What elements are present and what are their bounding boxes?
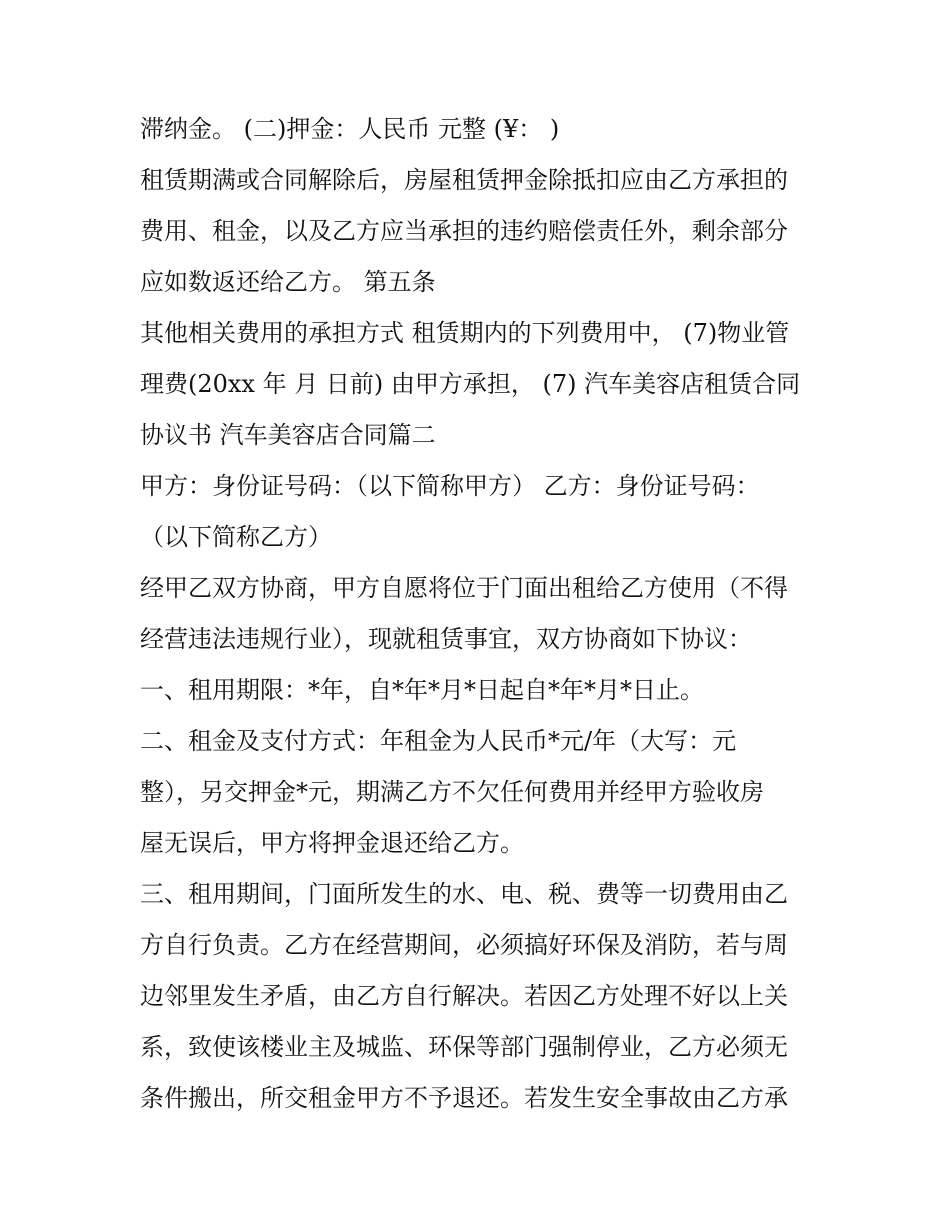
text-line: 应如数返还给乙方。 第五条 bbox=[140, 268, 436, 296]
text-line: 租赁期满或合同解除后，房屋租赁押金除抵扣应由乙方承担的 bbox=[140, 166, 788, 194]
text-line: 经营违法违规行业），现就租赁事宜，双方协商如下协议： bbox=[140, 625, 752, 653]
text-line: 滞纳金。 (二)押金：人民币 元整 (¥： ) bbox=[140, 115, 560, 143]
text-line: （以下简称乙方） bbox=[140, 523, 332, 551]
text-line: 边邻里发生矛盾，由乙方自行解决。若因乙方处理不好以上关 bbox=[140, 982, 788, 1010]
text-line: 系，致使该楼业主及城监、环保等部门强制停业，乙方必须无 bbox=[140, 1033, 788, 1061]
text-line: 协议书 汽车美容店合同篇二 bbox=[140, 421, 436, 449]
text-line: 一、租用期限：*年，自*年*月*日起自*年*月*日止。 bbox=[140, 676, 704, 704]
document-body bbox=[140, 104, 830, 1124]
text-line: 经甲乙双方协商，甲方自愿将位于门面出租给乙方使用（不得 bbox=[140, 574, 788, 602]
text-line: 理费(20xx 年 月 日前) 由甲方承担， (7) 汽车美容店租赁合同 bbox=[140, 370, 801, 398]
text-line: 屋无误后，甲方将押金退还给乙方。 bbox=[140, 829, 524, 857]
text-line: 二、租金及支付方式：年租金为人民币*元/年（大写：元 bbox=[140, 727, 737, 755]
text-line: 甲方：身份证号码：（以下简称甲方） 乙方：身份证号码： bbox=[140, 472, 760, 500]
text-line: 整），另交押金*元，期满乙方不欠任何费用并经甲方验收房 bbox=[140, 778, 764, 806]
text-line: 三、租用期间，门面所发生的水、电、税、费等一切费用由乙 bbox=[140, 880, 788, 908]
text-line: 费用、租金，以及乙方应当承担的违约赔偿责任外，剩余部分 bbox=[140, 217, 788, 245]
text-line: 方自行负责。乙方在经营期间，必须搞好环保及消防，若与周 bbox=[140, 931, 788, 959]
text-line: 条件搬出，所交租金甲方不予退还。若发生安全事故由乙方承 bbox=[140, 1084, 788, 1112]
text-line: 其他相关费用的承担方式 租赁期内的下列费用中， (7)物业管 bbox=[140, 319, 790, 347]
